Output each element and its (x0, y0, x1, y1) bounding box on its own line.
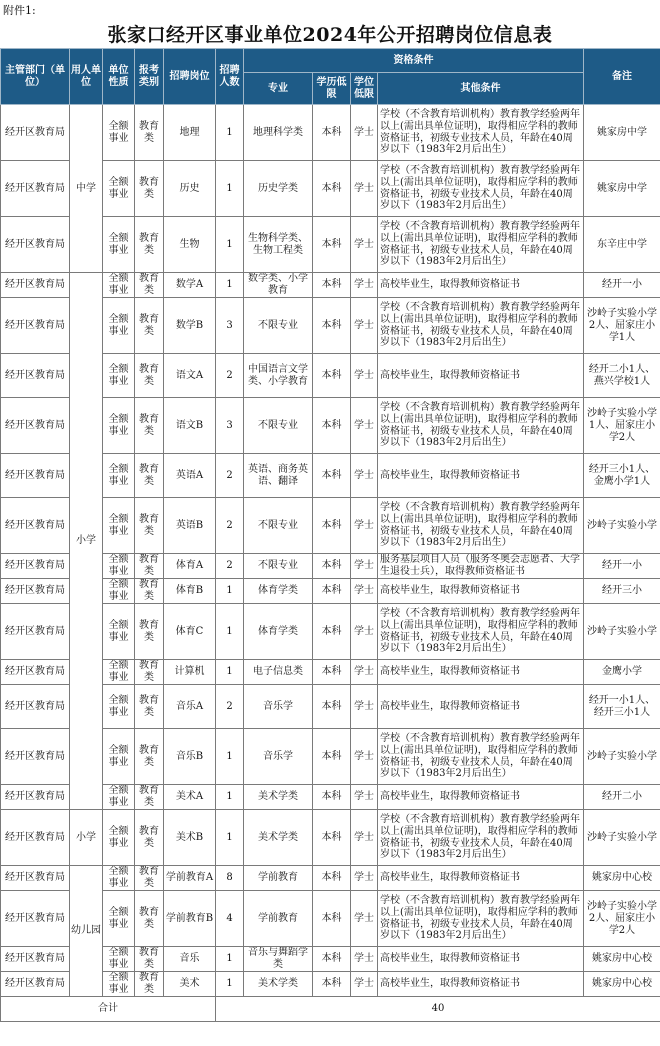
remark-cell: 经开二小 (584, 785, 660, 810)
other-cell: 高校毕业生，取得教师资格证书 (378, 273, 584, 298)
count-cell: 1 (216, 660, 244, 685)
post-cell: 数学A (164, 273, 216, 298)
table-header (1, 49, 660, 105)
count-cell: 2 (216, 554, 244, 579)
nature-cell: 全额事业 (103, 454, 135, 498)
exam-cell: 教育类 (135, 398, 164, 454)
remark-cell: 沙岭子实验小学 (584, 810, 660, 866)
header-count: 招聘人数 (216, 49, 244, 105)
exam-cell: 教育类 (135, 298, 164, 354)
edu-cell: 本科 (313, 729, 351, 785)
other-cell: 学校（不含教育培训机构）教育教学经验两年以上(需出具单位证明)，取得相应学科的教师资格证书，初级专业技术人员，年龄在40周岁以下（1983年2月后出生） (378, 105, 584, 161)
exam-cell: 教育类 (135, 810, 164, 866)
exam-cell: 教育类 (135, 579, 164, 604)
count-cell: 1 (216, 947, 244, 972)
total-value: 40 (216, 997, 660, 1022)
employer-cell: 小学 (70, 273, 103, 810)
post-cell: 计算机 (164, 660, 216, 685)
header-employer: 用人单位 (70, 49, 103, 105)
dept-cell: 经开区教育局 (1, 891, 70, 947)
post-cell: 美术B (164, 810, 216, 866)
header-nature: 单位性质 (103, 49, 135, 105)
major-cell: 电子信息类 (244, 660, 313, 685)
degree-cell: 学士 (351, 398, 378, 454)
degree-cell: 学士 (351, 972, 378, 997)
dept-cell: 经开区教育局 (1, 785, 70, 810)
exam-cell: 教育类 (135, 785, 164, 810)
other-cell: 高校毕业生，取得教师资格证书 (378, 972, 584, 997)
dept-cell: 经开区教育局 (1, 579, 70, 604)
degree-cell: 学士 (351, 891, 378, 947)
other-cell: 学校（不含教育培训机构）教育教学经验两年以上(需出具单位证明)，取得相应学科的教师资格证书，初级专业技术人员，年龄在40周岁以下（1983年2月后出生） (378, 217, 584, 273)
remark-cell: 沙岭子实验小学 (584, 498, 660, 554)
other-cell: 学校（不含教育培训机构）教育教学经验两年以上(需出具单位证明)，取得相应学科的教师资格证书，初级专业技术人员，年龄在40周岁以下（1983年2月后出生） (378, 498, 584, 554)
remark-cell: 经开二小1人、燕兴学校1人 (584, 354, 660, 398)
edu-cell: 本科 (313, 685, 351, 729)
degree-cell: 学士 (351, 866, 378, 891)
nature-cell: 全额事业 (103, 217, 135, 273)
major-cell: 地理科学类 (244, 105, 313, 161)
employer-cell: 中学 (70, 105, 103, 273)
exam-cell: 教育类 (135, 685, 164, 729)
edu-cell: 本科 (313, 866, 351, 891)
nature-cell: 全额事业 (103, 947, 135, 972)
edu-cell: 本科 (313, 947, 351, 972)
attachment-label: 附件1: (3, 4, 36, 17)
degree-cell: 学士 (351, 947, 378, 972)
header-exam: 报考类别 (135, 49, 164, 105)
nature-cell: 全额事业 (103, 354, 135, 398)
other-cell: 学校（不含教育培训机构）教育教学经验两年以上(需出具单位证明)，取得相应学科的教师资格证书，初级专业技术人员，年龄在40周岁以下（1983年2月后出生） (378, 810, 584, 866)
major-cell: 音乐学 (244, 729, 313, 785)
remark-cell: 经开三小 (584, 579, 660, 604)
post-cell: 美术A (164, 785, 216, 810)
nature-cell: 全额事业 (103, 866, 135, 891)
major-cell: 美术学类 (244, 785, 313, 810)
nature-cell: 全额事业 (103, 398, 135, 454)
post-cell: 学前教育A (164, 866, 216, 891)
nature-cell: 全额事业 (103, 498, 135, 554)
post-cell: 地理 (164, 105, 216, 161)
edu-cell: 本科 (313, 105, 351, 161)
dept-cell: 经开区教育局 (1, 105, 70, 161)
exam-cell: 教育类 (135, 454, 164, 498)
other-cell: 学校（不含教育培训机构）教育教学经验两年以上(需出具单位证明)，取得相应学科的教师资格证书，初级专业技术人员，年龄在40周岁以下（1983年2月后出生） (378, 161, 584, 217)
exam-cell: 教育类 (135, 554, 164, 579)
employer-cell: 小学 (70, 810, 103, 866)
degree-cell: 学士 (351, 729, 378, 785)
other-cell: 高校毕业生，取得教师资格证书 (378, 785, 584, 810)
other-cell: 高校毕业生，取得教师资格证书 (378, 866, 584, 891)
count-cell: 1 (216, 604, 244, 660)
remark-cell: 经开三小1人、金鹰小学1人 (584, 454, 660, 498)
count-cell: 1 (216, 273, 244, 298)
edu-cell: 本科 (313, 810, 351, 866)
nature-cell: 全额事业 (103, 604, 135, 660)
degree-cell: 学士 (351, 498, 378, 554)
remark-cell: 经开一小 (584, 273, 660, 298)
nature-cell: 全额事业 (103, 729, 135, 785)
degree-cell: 学士 (351, 554, 378, 579)
major-cell: 音乐与舞蹈学类 (244, 947, 313, 972)
major-cell: 美术学类 (244, 810, 313, 866)
exam-cell: 教育类 (135, 273, 164, 298)
header-major: 专业 (244, 73, 313, 105)
post-cell: 语文A (164, 354, 216, 398)
exam-cell: 教育类 (135, 498, 164, 554)
remark-cell: 姚家房中学 (584, 105, 660, 161)
degree-cell: 学士 (351, 579, 378, 604)
other-cell: 高校毕业生，取得教师资格证书 (378, 685, 584, 729)
header-dept: 主管部门（单位） (1, 49, 70, 105)
edu-cell: 本科 (313, 273, 351, 298)
header-edu: 学历低限 (313, 73, 351, 105)
dept-cell: 经开区教育局 (1, 354, 70, 398)
dept-cell: 经开区教育局 (1, 398, 70, 454)
remark-cell: 姚家房中心校 (584, 866, 660, 891)
dept-cell: 经开区教育局 (1, 660, 70, 685)
other-cell: 服务基层项目人员（服务冬奥会志愿者、大学生退役士兵），取得教师资格证书 (378, 554, 584, 579)
nature-cell: 全额事业 (103, 161, 135, 217)
count-cell: 2 (216, 354, 244, 398)
other-cell: 学校（不含教育培训机构）教育教学经验两年以上(需出具单位证明)，取得相应学科的教师资格证书，初级专业技术人员，年龄在40周岁以下（1983年2月后出生） (378, 891, 584, 947)
count-cell: 3 (216, 298, 244, 354)
dept-cell: 经开区教育局 (1, 217, 70, 273)
other-cell: 高校毕业生，取得教师资格证书 (378, 660, 584, 685)
exam-cell: 教育类 (135, 660, 164, 685)
dept-cell: 经开区教育局 (1, 554, 70, 579)
other-cell: 高校毕业生，取得教师资格证书 (378, 454, 584, 498)
major-cell: 不限专业 (244, 398, 313, 454)
header-other: 其他条件 (378, 73, 584, 105)
edu-cell: 本科 (313, 298, 351, 354)
degree-cell: 学士 (351, 273, 378, 298)
edu-cell: 本科 (313, 554, 351, 579)
employer-cell: 幼儿园 (70, 866, 103, 997)
count-cell: 1 (216, 217, 244, 273)
exam-cell: 教育类 (135, 161, 164, 217)
major-cell: 音乐学 (244, 685, 313, 729)
major-cell: 生物科学类、生物工程类 (244, 217, 313, 273)
remark-cell: 沙岭子实验小学 (584, 729, 660, 785)
header-post: 招聘岗位 (164, 49, 216, 105)
edu-cell: 本科 (313, 398, 351, 454)
remark-cell: 姚家房中心校 (584, 972, 660, 997)
major-cell: 体育学类 (244, 604, 313, 660)
dept-cell: 经开区教育局 (1, 685, 70, 729)
other-cell: 学校（不含教育培训机构）教育教学经验两年以上(需出具单位证明)，取得相应学科的教师资格证书，初级专业技术人员，年龄在40周岁以下（1983年2月后出生） (378, 729, 584, 785)
nature-cell: 全额事业 (103, 785, 135, 810)
count-cell: 1 (216, 579, 244, 604)
dept-cell: 经开区教育局 (1, 273, 70, 298)
header-qual: 资格条件 (244, 49, 584, 73)
other-cell: 学校（不含教育培训机构）教育教学经验两年以上(需出具单位证明)，取得相应学科的教师资格证书，初级专业技术人员，年龄在40周岁以下（1983年2月后出生） (378, 604, 584, 660)
post-cell: 体育A (164, 554, 216, 579)
table-row (1, 105, 660, 161)
degree-cell: 学士 (351, 354, 378, 398)
exam-cell: 教育类 (135, 604, 164, 660)
degree-cell: 学士 (351, 810, 378, 866)
post-cell: 历史 (164, 161, 216, 217)
remark-cell: 沙岭子实验小学 (584, 604, 660, 660)
other-cell: 学校（不含教育培训机构）教育教学经验两年以上(需出具单位证明)，取得相应学科的教师资格证书，初级专业技术人员，年龄在40周岁以下（1983年2月后出生） (378, 298, 584, 354)
post-cell: 英语B (164, 498, 216, 554)
count-cell: 1 (216, 785, 244, 810)
nature-cell: 全额事业 (103, 273, 135, 298)
count-cell: 2 (216, 685, 244, 729)
degree-cell: 学士 (351, 454, 378, 498)
edu-cell: 本科 (313, 579, 351, 604)
edu-cell: 本科 (313, 498, 351, 554)
nature-cell: 全额事业 (103, 554, 135, 579)
remark-cell: 沙岭子实验小学2人、屈家庄小学1人 (584, 298, 660, 354)
exam-cell: 教育类 (135, 891, 164, 947)
count-cell: 3 (216, 398, 244, 454)
count-cell: 1 (216, 161, 244, 217)
exam-cell: 教育类 (135, 354, 164, 398)
other-cell: 高校毕业生，取得教师资格证书 (378, 947, 584, 972)
edu-cell: 本科 (313, 354, 351, 398)
edu-cell: 本科 (313, 660, 351, 685)
edu-cell: 本科 (313, 161, 351, 217)
remark-cell: 姚家房中心校 (584, 947, 660, 972)
post-cell: 生物 (164, 217, 216, 273)
remark-cell: 经开一小 (584, 554, 660, 579)
remark-cell: 东辛庄中学 (584, 217, 660, 273)
table-row (1, 866, 660, 891)
dept-cell: 经开区教育局 (1, 810, 70, 866)
post-cell: 音乐A (164, 685, 216, 729)
remark-cell: 沙岭子实验小学2人、屈家庄小学2人 (584, 891, 660, 947)
dept-cell: 经开区教育局 (1, 972, 70, 997)
exam-cell: 教育类 (135, 972, 164, 997)
major-cell: 数学类、小学教育 (244, 273, 313, 298)
edu-cell: 本科 (313, 972, 351, 997)
exam-cell: 教育类 (135, 105, 164, 161)
post-cell: 数学B (164, 298, 216, 354)
dept-cell: 经开区教育局 (1, 298, 70, 354)
post-cell: 学前教育B (164, 891, 216, 947)
post-cell: 体育C (164, 604, 216, 660)
other-cell: 学校（不含教育培训机构）教育教学经验两年以上(需出具单位证明)，取得相应学科的教师资格证书，初级专业技术人员，年龄在40周岁以下（1983年2月后出生） (378, 398, 584, 454)
major-cell: 体育学类 (244, 579, 313, 604)
edu-cell: 本科 (313, 217, 351, 273)
post-cell: 体育B (164, 579, 216, 604)
post-cell: 音乐B (164, 729, 216, 785)
remark-cell: 沙岭子实验小学1人、屈家庄小学2人 (584, 398, 660, 454)
post-cell: 英语A (164, 454, 216, 498)
table-row (1, 810, 660, 866)
page-title: 张家口经开区事业单位2024年公开招聘岗位信息表 (107, 24, 553, 46)
major-cell: 美术学类 (244, 972, 313, 997)
remark-cell: 经开一小1人、经开三小1人 (584, 685, 660, 729)
other-cell: 高校毕业生，取得教师资格证书 (378, 354, 584, 398)
degree-cell: 学士 (351, 217, 378, 273)
degree-cell: 学士 (351, 298, 378, 354)
table-body (1, 105, 660, 997)
major-cell: 学前教育 (244, 866, 313, 891)
major-cell: 不限专业 (244, 498, 313, 554)
count-cell: 2 (216, 498, 244, 554)
post-cell: 美术 (164, 972, 216, 997)
count-cell: 8 (216, 866, 244, 891)
job-table (0, 48, 660, 1022)
edu-cell: 本科 (313, 891, 351, 947)
count-cell: 2 (216, 454, 244, 498)
nature-cell: 全额事业 (103, 579, 135, 604)
edu-cell: 本科 (313, 604, 351, 660)
edu-cell: 本科 (313, 454, 351, 498)
degree-cell: 学士 (351, 105, 378, 161)
nature-cell: 全额事业 (103, 891, 135, 947)
table-row (1, 273, 660, 298)
exam-cell: 教育类 (135, 729, 164, 785)
major-cell: 不限专业 (244, 298, 313, 354)
total-label: 合计 (1, 997, 216, 1022)
total-row (1, 997, 660, 1022)
degree-cell: 学士 (351, 660, 378, 685)
post-cell: 音乐 (164, 947, 216, 972)
degree-cell: 学士 (351, 685, 378, 729)
count-cell: 1 (216, 729, 244, 785)
exam-cell: 教育类 (135, 217, 164, 273)
exam-cell: 教育类 (135, 947, 164, 972)
degree-cell: 学士 (351, 604, 378, 660)
count-cell: 4 (216, 891, 244, 947)
edu-cell: 本科 (313, 785, 351, 810)
nature-cell: 全额事业 (103, 105, 135, 161)
degree-cell: 学士 (351, 161, 378, 217)
count-cell: 1 (216, 105, 244, 161)
dept-cell: 经开区教育局 (1, 161, 70, 217)
degree-cell: 学士 (351, 785, 378, 810)
other-cell: 高校毕业生，取得教师资格证书 (378, 579, 584, 604)
major-cell: 学前教育 (244, 891, 313, 947)
major-cell: 不限专业 (244, 554, 313, 579)
dept-cell: 经开区教育局 (1, 498, 70, 554)
dept-cell: 经开区教育局 (1, 729, 70, 785)
nature-cell: 全额事业 (103, 685, 135, 729)
nature-cell: 全额事业 (103, 972, 135, 997)
dept-cell: 经开区教育局 (1, 866, 70, 891)
major-cell: 历史学类 (244, 161, 313, 217)
header-remark: 备注 (584, 49, 660, 105)
post-cell: 语文B (164, 398, 216, 454)
major-cell: 中国语言文学类、小学教育 (244, 354, 313, 398)
count-cell: 1 (216, 810, 244, 866)
nature-cell: 全额事业 (103, 298, 135, 354)
remark-cell: 姚家房中学 (584, 161, 660, 217)
nature-cell: 全额事业 (103, 660, 135, 685)
header-degree: 学位低限 (351, 73, 378, 105)
exam-cell: 教育类 (135, 866, 164, 891)
major-cell: 英语、商务英语、翻译 (244, 454, 313, 498)
dept-cell: 经开区教育局 (1, 947, 70, 972)
count-cell: 1 (216, 972, 244, 997)
dept-cell: 经开区教育局 (1, 454, 70, 498)
remark-cell: 金鹰小学 (584, 660, 660, 685)
nature-cell: 全额事业 (103, 810, 135, 866)
dept-cell: 经开区教育局 (1, 604, 70, 660)
